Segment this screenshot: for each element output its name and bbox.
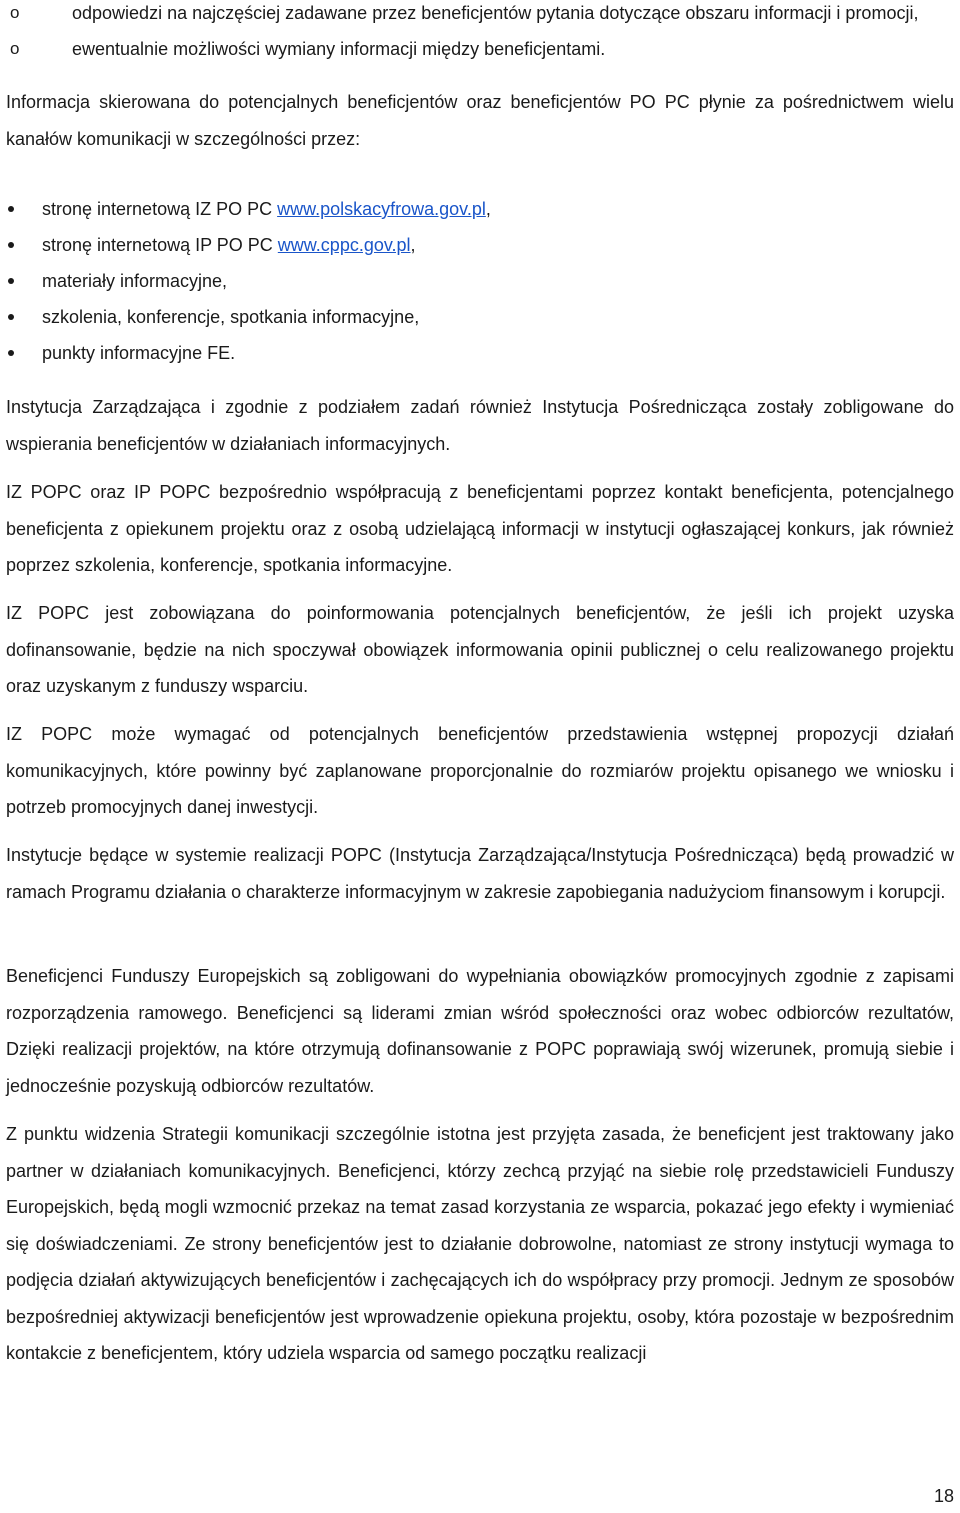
list-item-text: stronę internetową IZ PO PC — [42, 199, 278, 219]
list-item-text: szkolenia, konferencje, spotkania informacyjne, — [42, 307, 420, 327]
list-item-text: stronę internetową IP PO PC — [42, 235, 278, 255]
bullet-icon — [8, 314, 14, 320]
list-item — [0, 191, 960, 227]
list-item-text: materiały informacyjne, — [42, 271, 228, 291]
circle-bullet-icon: o — [10, 3, 20, 22]
circle-bullet-icon: o — [10, 39, 20, 58]
paragraph: IZ POPC może wymagać od potencjalnych beneficjentów przedstawienia wstępnej propozycji działań komunikacyjnych, które powinny być zaplanowane proporcjonalnie do rozmiarów projektu opisanego we wniosku i potrzeb promocyjnych danej inwestycji. — [6, 724, 954, 817]
bullet-icon — [8, 206, 14, 212]
bullet-icon — [8, 242, 14, 248]
bullet-icon — [8, 278, 14, 284]
paragraph: Instytucja Zarządzająca i zgodnie z podziałem zadań również Instytucja Pośrednicząca zostały zobligowane do wspierania beneficjentów w działaniach informacyjnych. — [6, 397, 954, 454]
list-item-suffix: , — [410, 235, 416, 255]
list-item-suffix: , — [485, 199, 491, 219]
list-item-text: ewentualnie możliwości wymiany informacji między beneficjentami. — [72, 39, 606, 59]
paragraph: IZ POPC oraz IP POPC bezpośrednio współpracują z beneficjentami poprzez kontakt beneficjenta, potencjalnego beneficjenta z opiekunem projektu oraz z osobą udzielającą informacji w instytucji ogłaszającej konkurs, jak również poprzez szkolenia, konferencje, spotkania informacyjne. — [6, 482, 954, 575]
list-item — [0, 31, 960, 67]
sub-list — [0, 0, 960, 72]
list-item — [0, 299, 960, 335]
page-number: 18 — [933, 1486, 954, 1506]
paragraph: Beneficjenci Funduszy Europejskich są zobligowani do wypełniania obowiązków promocyjnych zgodnie z zapisami rozporządzenia ramowego. Beneficjenci są liderami zmian wśród społeczności oraz wobec odbiorców rezultatów, Dzięki realizacji projektów, na które otrzymują dofinansowanie z POPC poprawiają swój wizerunek, promują siebie i jednocześnie pozyskują odbiorców rezultatów. — [6, 966, 954, 1096]
intro-paragraph: Informacja skierowana do potencjalnych beneficjentów oraz beneficjentów PO PC płynie za pośrednictwem wielu kanałów komunikacji w szczególności przez: — [6, 92, 954, 149]
channels-list — [0, 191, 960, 371]
list-item — [0, 263, 960, 299]
list-item — [0, 335, 960, 371]
paragraph: Z punktu widzenia Strategii komunikacji szczególnie istotna jest przyjęta zasada, że beneficjent jest traktowany jako partner w działaniach komunikacyjnych. Beneficjenci, którzy zechcą przyjąć na siebie rolę przedstawicieli Funduszy Europejskich, będą mogli wzmocnić przekaz na temat zasad korzystania ze wsparcia, pokazać jego efekty i wymieniać się doświadczeniami. Ze strony beneficjentów jest to działanie dobrowolne, natomiast ze strony instytucji wymaga to podjęcia działań aktywizujących beneficjentów i zachęcających ich do współpracy przy promocji. Jednym ze sposobów bezpośredniej aktywizacji beneficjentów jest wprowadzenie opiekuna projektu, osoby, która pozostaje w bezpośrednim kontakcie z beneficjentem, który udziela wsparcia od samego początku realizacji — [6, 1124, 954, 1363]
cppc-link[interactable]: www.cppc.gov.pl — [277, 235, 411, 255]
list-item-text: punkty informacyjne FE. — [42, 343, 236, 363]
paragraph: IZ POPC jest zobowiązana do poinformowania potencjalnych beneficjentów, że jeśli ich projekt uzyska dofinansowanie, będzie na nich spoczywał obowiązek informowania opinii publicznej o celu realizowanego projektu oraz uzyskanym z funduszy wsparciu. — [6, 603, 954, 696]
polskacyfrowa-link[interactable]: www.polskacyfrowa.gov.pl — [277, 199, 486, 219]
bullet-icon — [8, 350, 14, 356]
list-item — [0, 227, 960, 263]
list-item-text: odpowiedzi na najczęściej zadawane przez beneficjentów pytania dotyczące obszaru informacji i promocji, — [72, 3, 919, 23]
list-item — [0, 0, 960, 31]
paragraph: Instytucje będące w systemie realizacji POPC (Instytucja Zarządzająca/Instytucja Pośrednicząca) będą prowadzić w ramach Programu działania o charakterze informacyjnym w zakresie zapobiegania nadużyciom finansowym i korupcji. — [6, 845, 954, 902]
